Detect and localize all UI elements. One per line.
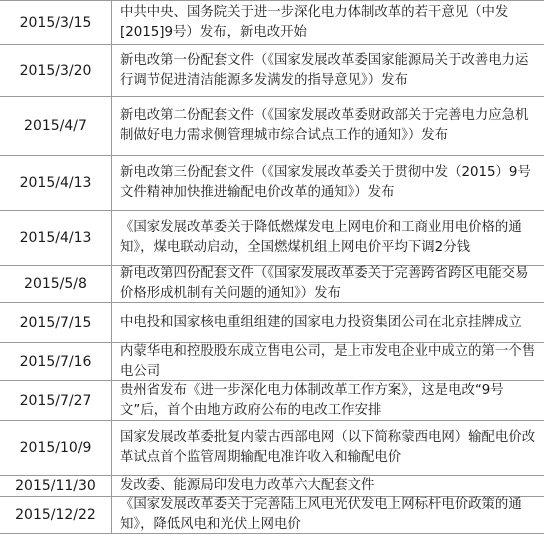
table-row	[0, 302, 544, 342]
row-description: 中电投和国家核电重组组建的国家电力投资集团公司在北京挂牌成立	[120, 314, 522, 330]
row-date: 2015/4/7	[0, 97, 112, 155]
row-description: 新电改第三份配套文件（《国家发展改革委关于贯彻中发（2015）9号文件精神加快推进输配电价改革的通知》）发布	[120, 165, 531, 200]
row-description: 新电改第二份配套文件（《国家发展改革委财政部关于完善电力应急机制做好电力需求侧管理城市综合试点工作的通知》）发布	[120, 108, 529, 143]
table-row	[0, 0, 544, 44]
row-description: 贵州省发布《进一步深化电力体制改革工作方案》，这是电改“9号文”后，首个由地方政府公布的电改工作安排	[120, 382, 504, 418]
row-description: 国家发展改革委批复内蒙古西部电网（以下简称蒙西电网）输配电价改革试点首个监管周期输配电准许收入和输配电价	[120, 430, 536, 465]
table-row	[0, 265, 544, 302]
row-description: 《国家发展改革委关于完善陆上风电光伏发电上网标杆电价政策的通知》，降低风电和光伏上网电价	[120, 497, 522, 532]
row-date: 2015/4/13	[0, 156, 112, 210]
row-date: 2015/7/16	[0, 343, 112, 380]
row-date: 2015/10/9	[0, 421, 112, 475]
row-date: 2015/3/20	[0, 45, 112, 96]
row-date: 2015/7/15	[0, 303, 112, 342]
table-row	[0, 96, 544, 155]
row-description: 新电改第一份配套文件（《国家发展改革委国家能源局关于改善电力运行调节促进清洁能源多发满发的指导意见》）发布	[120, 52, 529, 88]
table-row	[0, 475, 544, 496]
row-date: 2015/12/22	[0, 497, 112, 533]
row-date: 2015/7/27	[0, 381, 112, 420]
table-row	[0, 342, 544, 380]
table-row	[0, 496, 544, 534]
row-description: 中共中央、国务院关于进一步深化电力体制改革的若干意见（中发[2015]9号）发布，新电改开始	[120, 4, 509, 40]
row-description: 新电改第四份配套文件（《国家发展改革委关于完善跨省跨区电能交易价格形成机制有关问题的通知》）发布	[120, 266, 529, 301]
table-row	[0, 380, 544, 420]
row-date: 2015/3/15	[0, 1, 112, 44]
row-description: 发改委、能源局印发电力改革六大配套文件	[120, 478, 375, 493]
table-row	[0, 155, 544, 210]
row-date: 2015/11/30	[0, 476, 112, 496]
row-date: 2015/4/13	[0, 211, 112, 265]
row-date: 2015/5/8	[0, 266, 112, 302]
table-row	[0, 210, 544, 265]
row-description: 《国家发展改革委关于降低燃煤发电上网电价和工商业用电价格的通知》，煤电联动启动，全国燃煤机组上网电价平均下调2分钱	[120, 220, 522, 255]
row-description: 内蒙华电和控股股东成立售电公司，是上市发电企业中成立的第一个售电公司	[120, 343, 536, 379]
table-row	[0, 420, 544, 475]
table-row	[0, 44, 544, 96]
